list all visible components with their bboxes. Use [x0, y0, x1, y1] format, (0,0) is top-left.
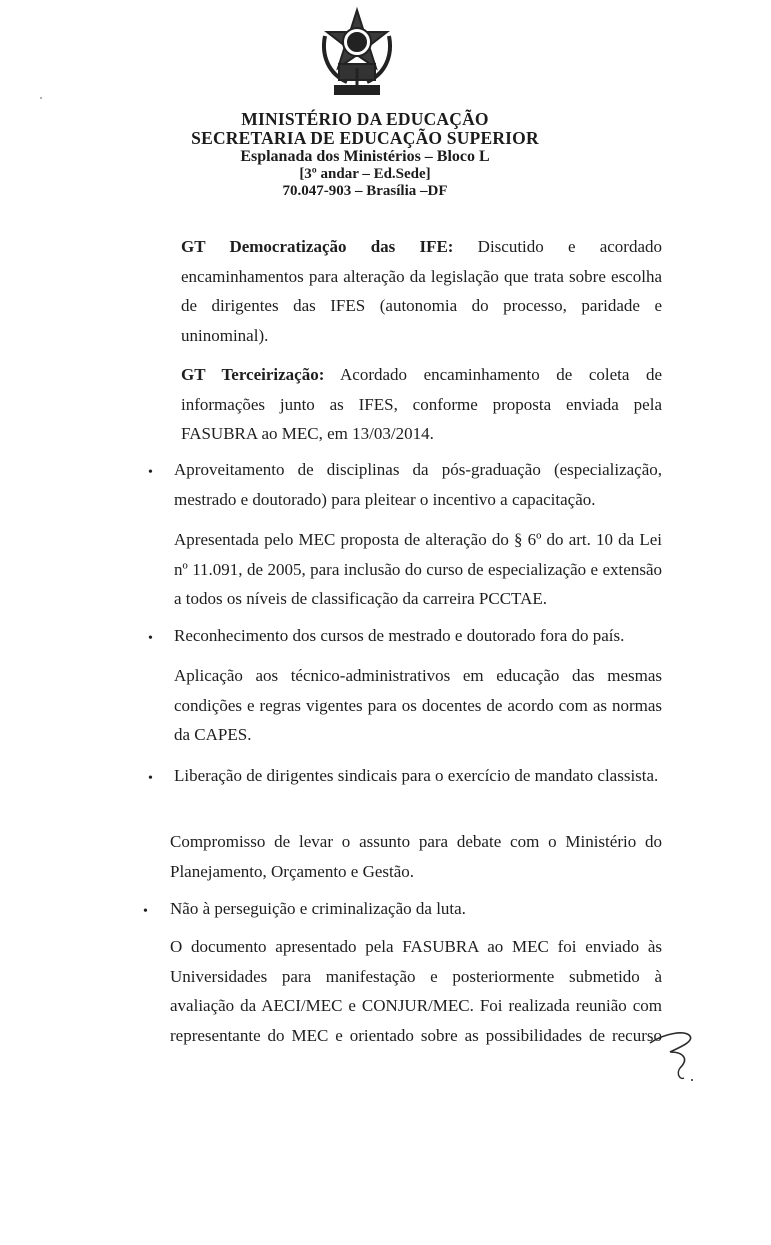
ministry-name: MINISTÉRIO DA EDUCAÇÃO: [241, 109, 489, 129]
gt-terceirizacao-title: GT Terceirização:: [181, 365, 325, 384]
item-2-response: Aplicação aos técnico-administrativos em educação das mesmas condições e regras vigentes para os docentes de acordo com as normas da CAPES.: [174, 666, 662, 744]
gt-democratizacao-title: GT Democratização das IFE:: [181, 237, 454, 256]
address-line-1: Esplanada dos Ministérios – Bloco L: [240, 148, 490, 165]
gt-democratizacao-text: Discutido e acordado encaminhamentos para alteração da legislação que trata sobre escolha de dirigentes das IFES (autonomia do processo, paridade e uninominal).: [181, 237, 663, 345]
item-2-title: Reconhecimento dos cursos de mestrado e doutorado fora do país.: [174, 626, 625, 645]
bullet-2: •: [148, 631, 153, 646]
letterhead: [180, 110, 550, 200]
address-line-2: [3º andar – Ed.Sede]: [299, 166, 431, 182]
bullet-3: •: [148, 771, 153, 786]
address-line-3: 70.047-903 – Brasília –DF: [282, 183, 448, 199]
brazil-coat-of-arms-icon: [317, 6, 397, 100]
item-4-title: Não à perseguição e criminalização da luta.: [170, 899, 466, 918]
bullet-4: •: [143, 904, 148, 919]
gt-terceirizacao-text: Acordado encaminhamento de coleta de informações junto as IFES, conforme proposta enviada pela FASUBRA ao MEC, em 13/03/2014.: [181, 365, 662, 443]
scan-speck: [40, 97, 42, 99]
item-1-response: Apresentada pelo MEC proposta de alteração do § 6º do art. 10 da Lei nº 11.091, de 2005, para inclusão do curso de especialização e extensão a todos os níveis de classificação da carreira PCCTAE.: [174, 530, 662, 608]
item-1-title: Aproveitamento de disciplinas da pós-graduação (especialização, mestrado e doutorado) para pleitear o incentivo a capacitação.: [174, 460, 662, 509]
gt-terceirizacao-paragraph: [181, 360, 662, 449]
item-4-response: O documento apresentado pela FASUBRA ao MEC foi enviado às Universidades para manifestação e posteriormente submetido à avaliação da AECI/MEC e CONJUR/MEC. Foi realizada reunião com representante do MEC e orientado sobre as possibilidades de recurso: [170, 937, 662, 1045]
bullet-1: •: [148, 465, 153, 480]
handwritten-initials: [620, 1018, 710, 1088]
item-3-title: Liberação de dirigentes sindicais para o exercício de mandato classista.: [174, 766, 659, 785]
gt-democratizacao-paragraph: [181, 232, 662, 350]
item-3-response: Compromisso de levar o assunto para debate com o Ministério do Planejamento, Orçamento e Gestão.: [170, 832, 662, 881]
secretariat-name: SECRETARIA DE EDUCAÇÃO SUPERIOR: [191, 128, 539, 148]
